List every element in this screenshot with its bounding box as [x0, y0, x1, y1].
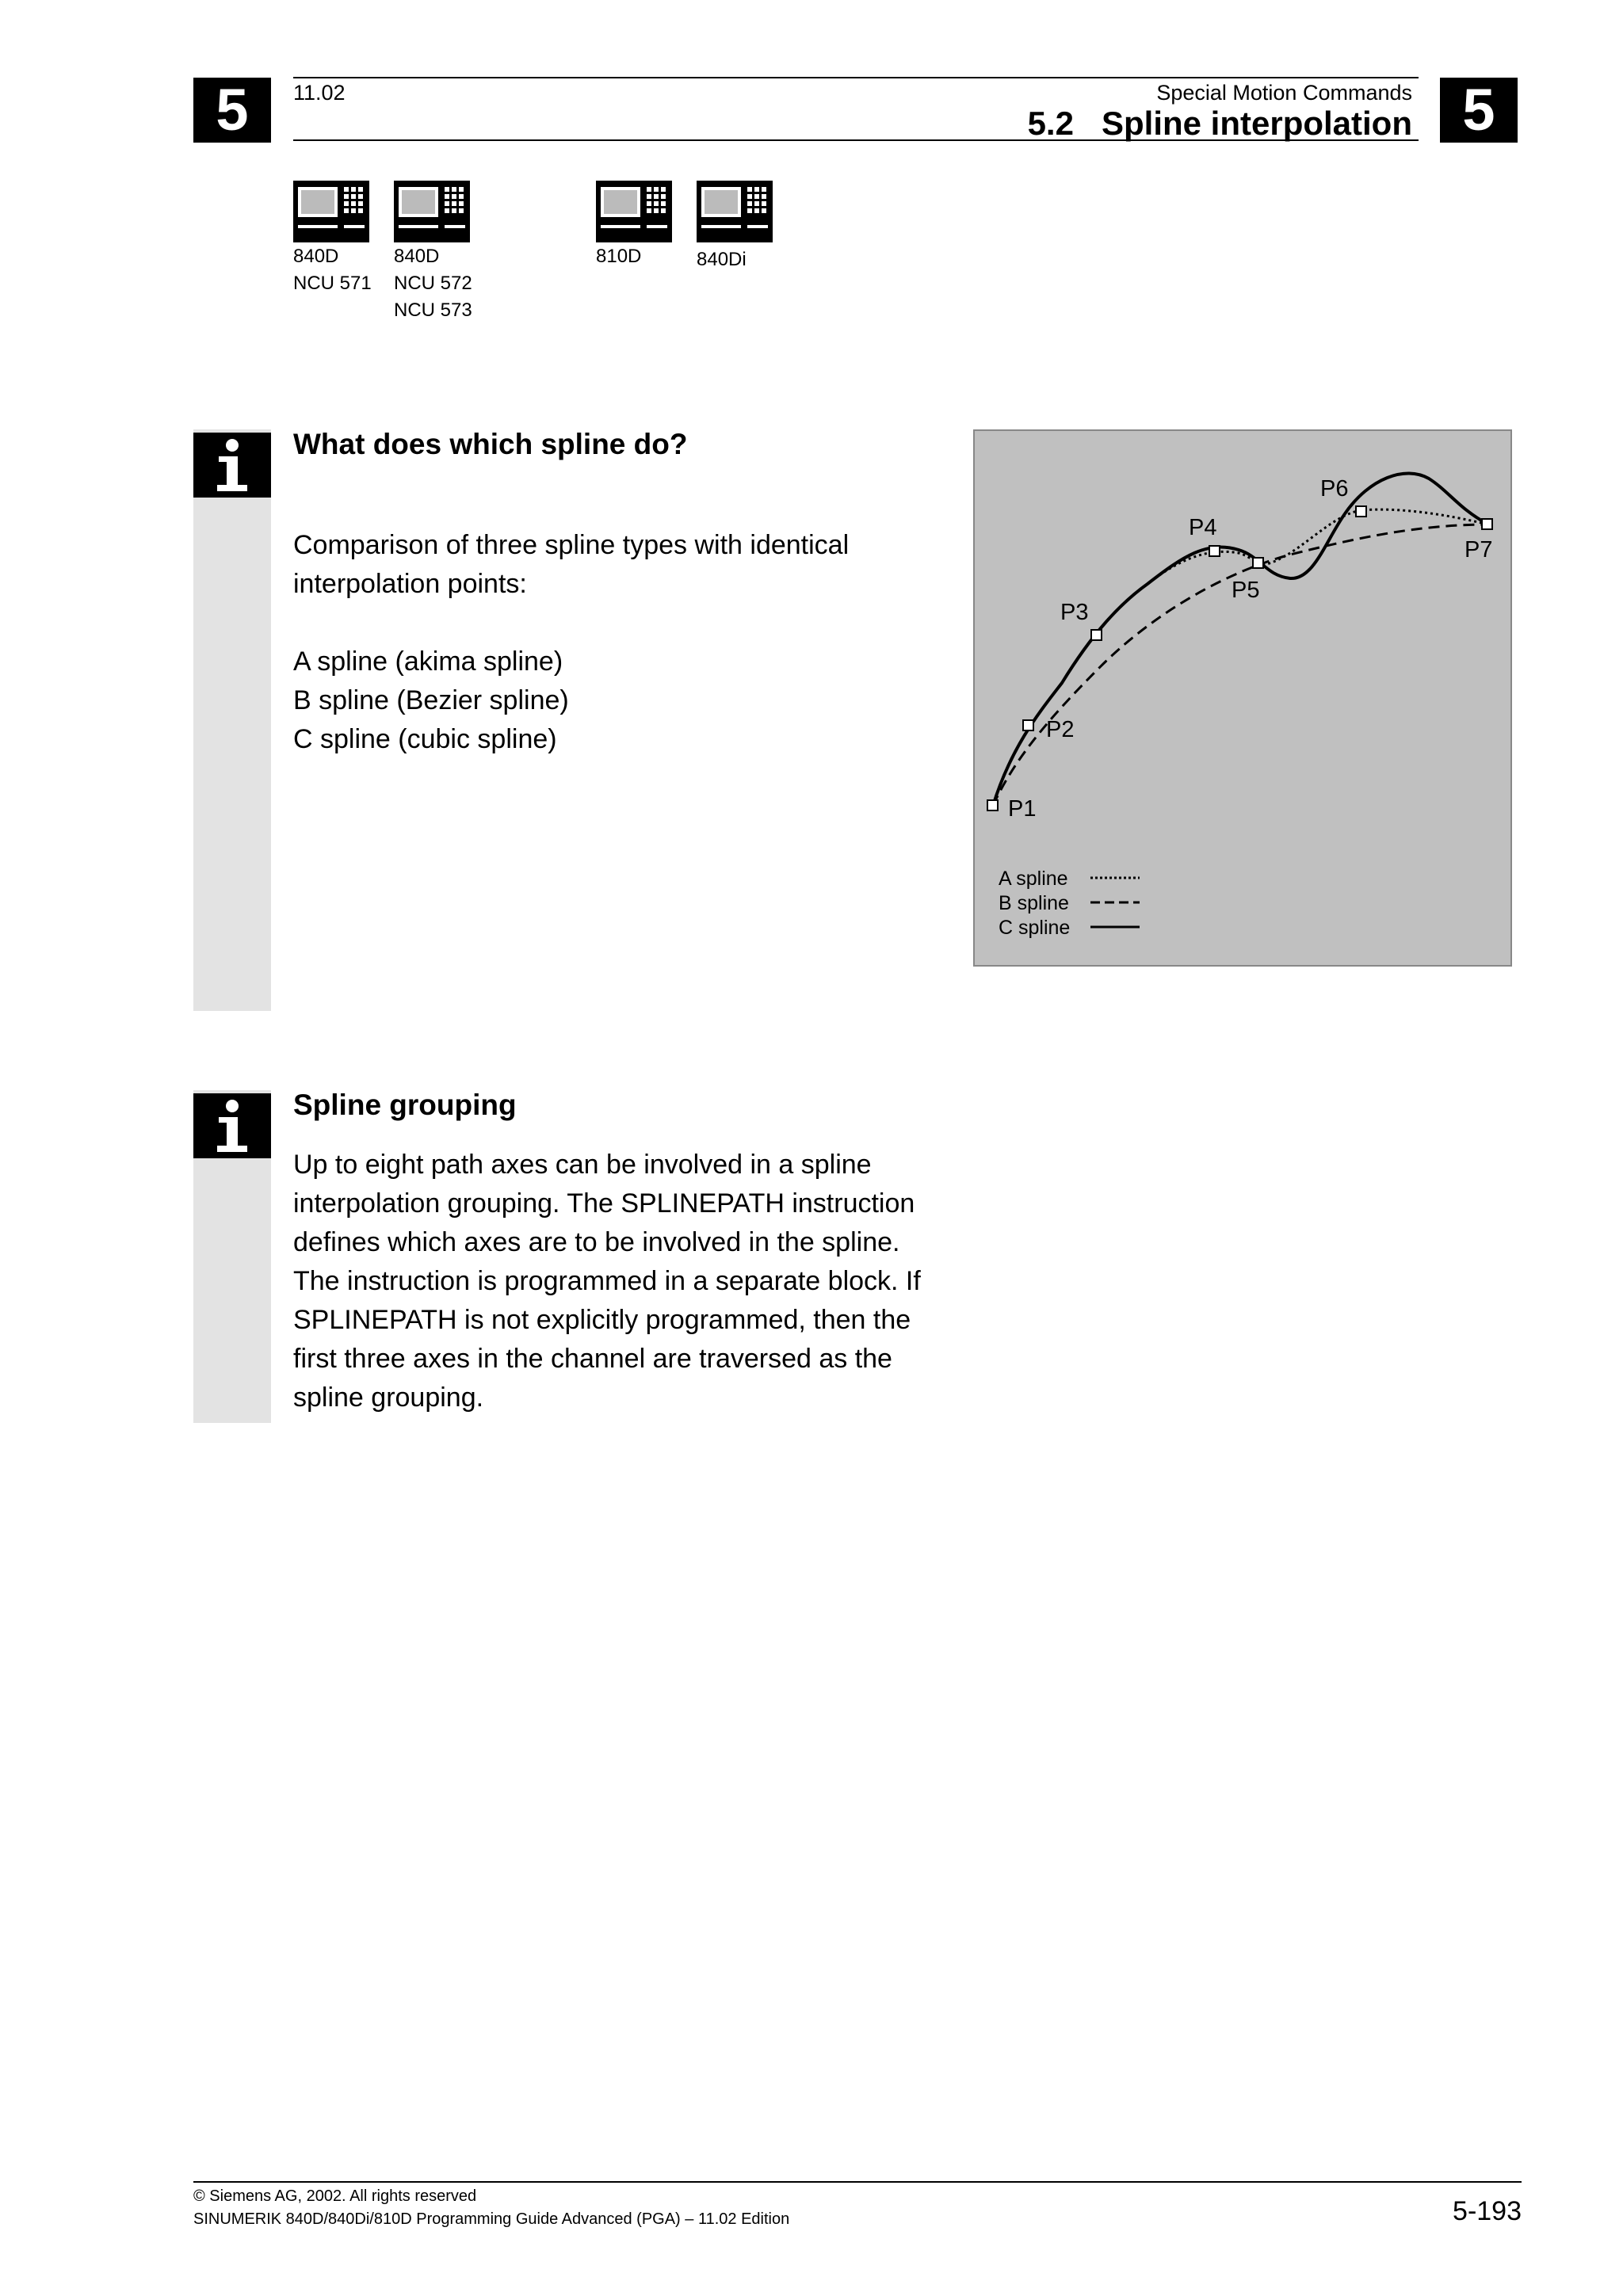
point-marker [1356, 506, 1366, 517]
point-label: P1 [1008, 796, 1037, 822]
point-marker [1253, 558, 1263, 568]
point-marker [1091, 630, 1102, 640]
point-label: P2 [1046, 717, 1075, 742]
point-label: P6 [1320, 476, 1349, 502]
point-marker [987, 800, 998, 810]
chapter-tab-right: 5 [1440, 78, 1518, 143]
control-monitor-icon [394, 181, 470, 242]
footer-rule [193, 2181, 1522, 2183]
info-sidebar [193, 429, 271, 1011]
manual-title: SINUMERIK 840D/840Di/810D Programming Guide Advanced (PGA) – 11.02 Edition [193, 2210, 790, 2228]
control-label: 810D [596, 246, 642, 267]
section-name: Spline interpolation [1101, 105, 1412, 142]
info-icon [193, 1093, 271, 1158]
point-marker [1209, 546, 1220, 556]
info-icon [193, 433, 271, 498]
control-monitor-icon [293, 181, 369, 242]
section-title [1028, 105, 1412, 143]
control-label: 840D NCU 571 [293, 246, 372, 294]
header-top-rule [293, 77, 1419, 78]
point-marker [1023, 720, 1033, 730]
chapter-tab-left: 5 [193, 78, 271, 143]
page-number: 5-193 [1453, 2196, 1522, 2226]
point-label: P5 [1232, 578, 1260, 603]
point-label: P4 [1189, 515, 1217, 540]
point-marker [1482, 519, 1492, 529]
control-monitor-icon [697, 181, 773, 242]
section-heading: Spline grouping [293, 1089, 517, 1121]
legend-label: B spline [999, 892, 1069, 914]
spline-comparison-figure [973, 429, 1512, 967]
comparison-text: Comparison of three spline types with identical interpolation points: A spline (akima spline) B spline (Bezier spline) C spline (cubic spline) [293, 530, 850, 754]
edition-date: 11.02 [293, 81, 346, 105]
legend-label: C spline [999, 917, 1071, 939]
point-label: P7 [1465, 537, 1493, 563]
section-heading: What does which spline do? [293, 428, 688, 460]
control-monitor-icon [596, 181, 672, 242]
point-label: P3 [1060, 600, 1089, 625]
copyright: © Siemens AG, 2002. All rights reserved [193, 2187, 477, 2205]
grouping-text: Up to eight path axes can be involved in a spline interpolation grouping. The SPLINEPATH instruction defines which axes are to be involved in the spline. The instruction is programmed in a separate block. If SPLINEPATH is not explicitly programmed, then the first three axes in the channel are traversed as the spline grouping. [293, 1150, 921, 1413]
section-number: 5.2 [1027, 105, 1074, 142]
control-label: 840D NCU 572 NCU 573 [394, 246, 472, 321]
chapter-title: Special Motion Commands [1156, 81, 1412, 105]
legend-label: A spline [999, 868, 1068, 890]
control-label: 840Di [697, 249, 747, 270]
